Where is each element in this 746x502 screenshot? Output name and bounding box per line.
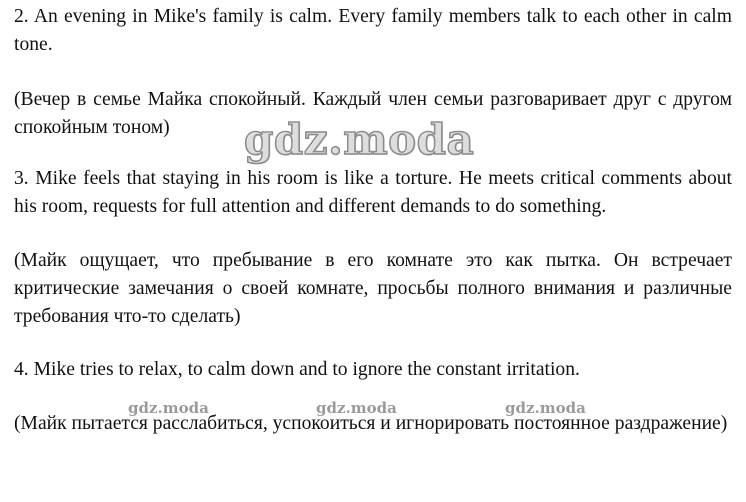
paragraph-3-english: 3. Mike feels that staying in his room is like a torture. He meets critical comments about his room, requests for full attention and different demands to do something.: [14, 168, 732, 217]
watermark-small-2: gdz.moda: [316, 399, 397, 417]
paragraph-4-russian: (Майк пытается расслабиться, успокоиться и игнорировать постоянное раздражение): [14, 413, 728, 434]
watermark-small-3: gdz.moda: [505, 399, 586, 417]
paragraph-2-russian: (Вечер в семье Майка спокойный. Каждый член семьи разговаривает друг с другом спокойным тоном): [14, 89, 732, 138]
paragraph-2-english: 2. An evening in Mike's family is calm. Every family members talk to each other in calm tone.: [14, 6, 732, 55]
watermark-main: gdz.moda: [244, 115, 475, 164]
watermark-small-1: gdz.moda: [128, 399, 209, 417]
paragraph-3-russian: (Майк ощущает, что пребывание в его комнате это как пытка. Он встречает критические замечания о своей комнате, просьбы полного внимания и различные требования что-то сделать): [14, 250, 732, 327]
paragraph-4-english: 4. Mike tries to relax, to calm down and to ignore the constant irritation.: [14, 359, 580, 380]
